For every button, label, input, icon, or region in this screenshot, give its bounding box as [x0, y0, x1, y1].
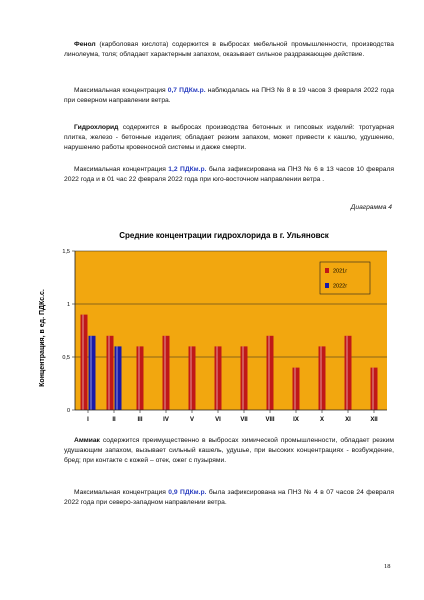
bar-highlight [82, 315, 84, 410]
bar-highlight [190, 346, 192, 410]
hcl-term: Гидрохлорид [74, 124, 119, 131]
x-tick-label: IX [293, 417, 299, 423]
legend-swatch-2022г [325, 283, 329, 288]
bar-highlight [372, 368, 374, 410]
x-tick-label: VI [215, 417, 221, 423]
bar-highlight [138, 346, 140, 410]
ammonia-max-value: 0,9 ПДКм.р. [168, 489, 207, 496]
legend-label: 2021г [333, 268, 348, 275]
hcl-max-suffix: была зафиксирована на ПНЗ № 6 в 13 часов 10 февраля 2022 года и в 01 час 22 февраля 2022 года при юго-восточном направлении ветра . [64, 166, 395, 183]
x-tick-label: I [87, 417, 89, 423]
bar-highlight [242, 346, 244, 410]
y-tick-label: 0 [66, 408, 70, 414]
ammonia-max-prefix: Максимальная концентрация [74, 489, 169, 496]
x-tick-label: XI [345, 417, 351, 423]
page-number: 18 [384, 563, 391, 570]
y-axis-label: Концентрация, в ед. ПДКс.с. [39, 289, 46, 387]
x-tick-label: VIII [265, 417, 275, 423]
bar-highlight [294, 368, 296, 410]
bar-highlight [164, 336, 166, 410]
phenol-max-value: 0,7 ПДКм.р. [167, 87, 206, 94]
ammonia-max-suffix: была зафиксирована на ПНЗ № 4 в 07 часов 24 февраля 2022 года при северо-западном направлении ветра. [64, 489, 395, 506]
bar-highlight [346, 336, 348, 410]
ammonia-term: Аммиак [74, 437, 100, 444]
phenol-max-prefix: Максимальная концентрация [74, 87, 168, 94]
hcl-max-prefix: Максимальная концентрация [74, 166, 169, 173]
bar-highlight [268, 336, 270, 410]
x-tick-label: X [319, 417, 325, 423]
bar-highlight [116, 346, 118, 410]
x-tick-label: XII [370, 417, 378, 423]
hcl-max-value: 1,2 ПДКм.р. [168, 166, 207, 173]
legend-label: 2022г [333, 283, 348, 290]
ammonia-max-paragraph [64, 488, 394, 508]
x-tick-label: VII [240, 417, 248, 423]
chart-title: Средние концентрации гидрохлорида в г. Ульяновск [119, 231, 329, 240]
phenol-max-suffix: наблюдалась на ПНЗ № 8 в 19 часов 3 февраля 2022 года при северном направлении ветра. [64, 87, 394, 104]
x-tick-label: II [112, 417, 116, 423]
bar-highlight [90, 336, 92, 410]
y-tick-label: 0,5 [62, 355, 70, 361]
bar-highlight [108, 336, 110, 410]
ammonia-paragraph [64, 436, 394, 466]
phenol-description: (карболовая кислота) содержится в выбросах мебельной промышленности, производства линолеума, толя; обладает характерным запахом, оказывает сильное раздражающее действие. [64, 41, 394, 58]
y-tick-label: 1,5 [62, 249, 70, 255]
x-tick-label: V [189, 417, 195, 423]
x-tick-label: IV [163, 417, 169, 423]
x-tick-label: III [137, 417, 143, 423]
legend-swatch-2021г [325, 268, 329, 273]
bar-highlight [320, 346, 322, 410]
y-tick-label: 1 [66, 302, 70, 308]
bar-highlight [216, 346, 218, 410]
hcl-description: содержится в выбросах производства бетонных и гипсовых изделий: тротуарная плитка, железо - бетонные изделия; обладает резким запахом, может привести к кашлю, удушению, нарушению работы кровеносной системы и дакже смерти. [64, 124, 394, 151]
diagram-caption: Диаграмма 4 [350, 204, 392, 211]
ammonia-description: содержится преимущественно в выбросах химической промышленности, обладает резким удушающим запахом, вызывает сильный кашель, удушье, при высоких концентрациях - возбуждение, бред; при контакте с кожей – отек, ожег с пузырями. [64, 437, 394, 464]
phenol-term: Фенол [74, 41, 96, 48]
